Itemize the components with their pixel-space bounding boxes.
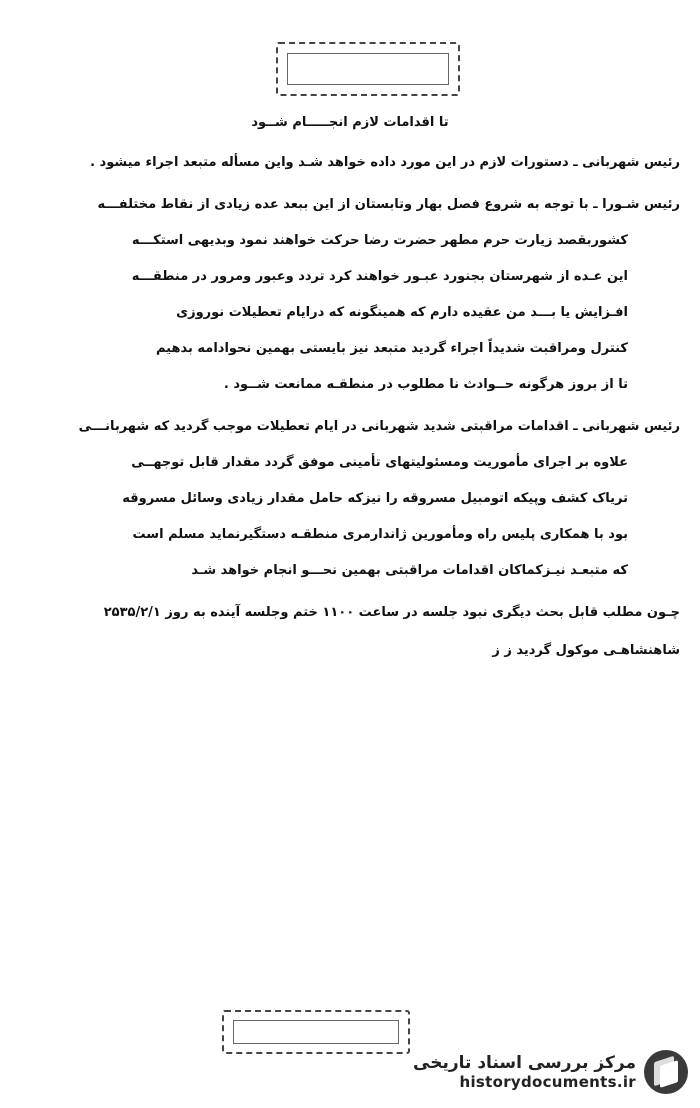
text-line: چـون مطلب قابل بحث دیگری نبود جلسه در ساعت ۱۱۰۰ ختم وجلسه آینده به روز ۲۵۳۵/۲/۱ — [103, 605, 680, 620]
paragraph-closing — [20, 602, 680, 662]
text-line: این عـده از شهرستان بجنورد عبـور خواهند کرد تردد وعبور ومرور در منطقـــه — [131, 269, 628, 284]
text-line: شاهنشاهـی موکول گردید ز ز — [492, 643, 680, 658]
watermark-text — [413, 1053, 636, 1091]
archive-logo-icon — [644, 1050, 688, 1094]
text-line: رئیس شهربانی ـ دستورات لازم در این مورد داده خواهد شـد واین مسأله متبعد اجراء میشود . — [90, 155, 680, 170]
watermark-logo — [413, 1050, 688, 1094]
text-line: افـزایش یا بـــد من عقیده دارم که همینگونه که درایام تعطیلات نوروزی — [176, 305, 628, 320]
paragraph-council-head — [20, 194, 680, 396]
text-line: که متبعـد نیـزکماکان اقدامات مراقبتی بهمین نحـــو انجام خواهد شـد — [191, 563, 628, 578]
text-line: رئیس شهربانی ـ اقدامات مراقبتی شدید شهربانی در ایام تعطیلات موجب گردید که شهربانـــی — [78, 419, 680, 434]
document-title: تا اقدامات لازم انجـــــام شــود — [251, 115, 449, 130]
text-line: علاوه بر اجرای مأموریت ومسئولیتهای تأمینی موفق گردد مقدار قابل توجهــی — [131, 455, 628, 470]
bottom-archive-stamp — [222, 1010, 410, 1054]
paragraph-police-chief-1 — [20, 152, 680, 174]
top-stamp-inner — [287, 53, 449, 85]
watermark-english: historydocuments.ir — [459, 1073, 636, 1091]
text-line: رئیس شـورا ـ با توجه به شروع فصل بهار وتابستان از این ببعد عده زیادی از نقاط مختلفـــه — [97, 197, 680, 212]
document-body — [20, 112, 680, 682]
top-archive-stamp — [276, 42, 460, 96]
text-line: کنترل ومراقبت شدیداً اجراء گردید متبعد نیز بایستی بهمین نحوادامه بدهیم — [155, 341, 628, 356]
text-line: تا از بروز هرگونه حــوادث نا مطلوب در منطقـه ممانعت شــود . — [223, 377, 628, 392]
text-line: تریاک کشف وپیکه اتومبیل مسروقه را نیزکه حامل مقدار زیادی وسائل مسروقه — [122, 491, 628, 506]
bottom-stamp-inner — [233, 1020, 399, 1044]
watermark-persian: مرکز بررسی اسناد تاریخی — [413, 1053, 636, 1073]
paragraph-police-chief-2 — [20, 416, 680, 582]
text-line: بود با همکاری پلیس راه ومأمورین ژاندارمری منطقـه دستگیرنماید مسلم است — [132, 527, 628, 542]
text-line: کشوربقصد زیارت حرم مطهر حضرت رضا حرکت خواهند نمود وبدیهی استکـــه — [131, 233, 628, 248]
